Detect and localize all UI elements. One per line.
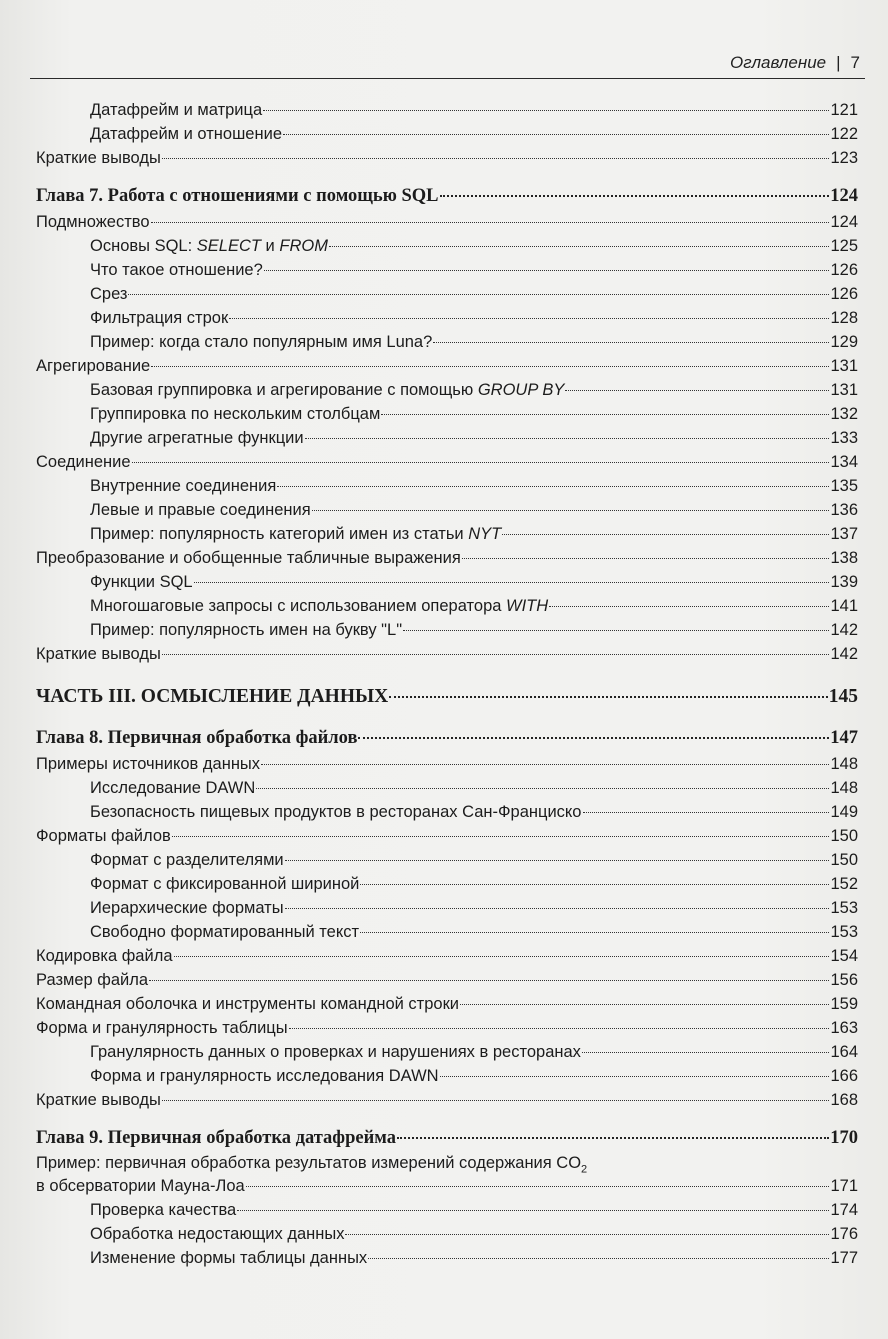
toc-page-number: 134 [830,453,858,471]
toc-entry-title [90,1198,236,1222]
toc-entry-text: Преобразование и обобщенные табличные выражения [36,549,461,567]
toc-page-number: 171 [830,1177,858,1195]
toc-section [36,824,858,848]
toc-entry-text: Краткие выводы [36,1091,161,1109]
toc-page-number: 148 [830,755,858,773]
toc-entry-title [90,570,193,594]
toc-chapter-heading [36,724,858,752]
toc-entry-title-continued: в обсерватории Мауна-Лоа [36,1177,245,1195]
toc-page-number: 141 [830,597,858,615]
toc-entry-title [90,1246,367,1270]
toc-page-number: 174 [830,1201,858,1219]
toc-page-number: 177 [830,1249,858,1267]
toc-page-number: 153 [830,923,858,941]
toc-entry-text: и [260,237,280,255]
toc-entry-title [90,234,328,258]
leader-dots [462,557,830,559]
toc-section [36,992,858,1016]
toc-entry-text: ЧАСТЬ III. ОСМЫСЛЕНИЕ ДАННЫХ [36,686,389,707]
leader-dots [360,931,829,933]
leader-dots [256,787,829,789]
toc-page-number: 125 [830,237,858,255]
toc-entry-title [36,1152,587,1174]
toc-entry-text: Соединение [36,453,131,471]
toc-entry-title [36,450,131,474]
toc-entry-title [90,776,255,800]
toc-entry-italic: GROUP BY [477,381,565,399]
toc-page-number: 124 [830,186,858,206]
leader-dots [151,365,829,367]
toc-page-number: 163 [830,1019,858,1037]
toc-section [36,210,858,234]
toc-chapter-heading [36,1124,858,1152]
toc-entry-title [90,330,432,354]
toc-entry-text: Примеры источников данных [36,755,261,773]
toc-entry-title [90,594,548,618]
toc-entry-italic: SELECT [196,237,261,255]
toc-page-number: 150 [830,827,858,845]
toc-subsection [36,474,858,498]
toc-subsection [36,1222,858,1246]
toc-entry-title [36,724,357,752]
toc-entry-title [36,546,461,570]
toc-entry-text: Пример: первичная обработка результатов измерений содержания CO [36,1154,582,1172]
leader-dots [440,1075,830,1077]
toc-subsection [36,1246,858,1270]
leader-dots [172,835,830,837]
toc-entry-text: Левые и правые соединения [90,501,311,519]
toc-entry-text: Пример: популярность имен на букву "L" [90,621,403,639]
toc-subsection [36,306,858,330]
toc-entry-text: Базовая группировка и агрегирование с помощью [90,381,478,399]
leader-dots [263,109,829,111]
toc-spacer [36,170,858,182]
toc-entry-title [90,122,282,146]
leader-dots [246,1185,830,1187]
toc-page-number: 136 [830,501,858,519]
toc-subsection [36,1040,858,1064]
toc-page-number: 142 [830,645,858,663]
toc-page-number: 142 [830,621,858,639]
toc-entry-text: Форматы файлов [36,827,171,845]
toc-entry-text: Краткие выводы [36,149,161,167]
toc-section [36,146,858,170]
toc-entry-text: Датафрейм и матрица [90,101,263,119]
toc-entry-title [36,182,439,210]
leader-dots [174,955,830,957]
toc-section [36,944,858,968]
toc-entry-title [90,1064,439,1088]
toc-entry-title [90,896,284,920]
toc-entry-title [36,944,173,968]
toc-entry-text: Глава 7. Работа с отношениями с помощью SQL [36,186,439,206]
leader-dots [128,293,829,295]
toc-chapter-heading [36,182,858,210]
toc-page-number: 128 [830,309,858,327]
toc-entry-text: Группировка по нескольким столбцам [90,405,381,423]
toc-entry-text: Проверка качества [90,1201,237,1219]
toc-entry-text: Изменение формы таблицы данных [90,1249,368,1267]
toc-section [36,1088,858,1112]
toc-part-heading [36,682,858,712]
toc-entry-title [36,968,148,992]
leader-dots [229,317,829,319]
toc-page-number: 126 [830,285,858,303]
toc-section [36,354,858,378]
leader-dots [162,157,830,159]
leader-dots [194,581,830,583]
toc-entry-title [90,402,380,426]
toc-entry-text: Свободно форматированный текст [90,923,360,941]
toc-page-number: 176 [830,1225,858,1243]
leader-dots [433,341,829,343]
toc-entry-subscript: 2 [581,1163,588,1176]
toc-page-number: 152 [830,875,858,893]
toc-subsection [36,1198,858,1222]
toc-entry-text: Формат с разделителями [90,851,284,869]
toc-page-number: 148 [830,779,858,797]
toc-page-number: 147 [830,728,858,748]
leader-dots [583,811,830,813]
leader-dots [582,1051,830,1053]
toc-subsection [36,872,858,896]
leader-dots [285,907,830,909]
toc-entry-text: Формат с фиксированной шириной [90,875,360,893]
toc-entry-title [90,282,127,306]
toc-section [36,1016,858,1040]
toc-entry-title [90,872,359,896]
toc-entry-italic: WITH [506,597,549,615]
toc-entry-line [36,1152,858,1174]
toc-entry-italic: NYT [468,525,502,543]
leader-dots [397,1136,829,1139]
leader-dots [389,695,828,698]
toc-page-number: 168 [830,1091,858,1109]
toc-page-number: 132 [830,405,858,423]
toc-page-number: 166 [830,1067,858,1085]
toc-entry-title [36,1016,288,1040]
toc-section [36,642,858,666]
header-rule [30,78,865,79]
toc-page-number: 126 [830,261,858,279]
leader-dots [264,269,830,271]
toc-subsection [36,258,858,282]
toc-subsection [36,1064,858,1088]
leader-dots [360,883,829,885]
toc-entry-text: Обработка недостающих данных [90,1225,345,1243]
leader-dots [358,736,829,739]
leader-dots [305,437,830,439]
toc-subsection [36,776,858,800]
toc-subsection [36,122,858,146]
toc-page-number: 145 [828,686,858,707]
toc-entry-title [36,682,388,712]
toc-subsection [36,920,858,944]
toc-entry-title [36,824,171,848]
toc-subsection [36,98,858,122]
toc-entry-text: Многошаговые запросы с использованием оператора [90,597,507,615]
leader-dots [151,221,830,223]
toc-page-number: 156 [830,971,858,989]
toc-entry-text: Другие агрегатные функции [90,429,304,447]
toc-entry-text: Внутренние соединения [90,477,277,495]
toc-subsection [36,594,858,618]
toc-entry-text: Форма и гранулярность таблицы [36,1019,288,1037]
running-head [690,50,860,76]
toc-entry-text: Функции SQL [90,573,193,591]
toc-entry-title [36,354,150,378]
toc-entry-title [90,1222,344,1246]
toc-entry-text: Форма и гранулярность исследования DAWN [90,1067,439,1085]
toc-subsection [36,426,858,450]
toc-page-number: 149 [830,803,858,821]
leader-dots [132,461,830,463]
toc-entry-text: Датафрейм и отношение [90,125,282,143]
leader-dots [440,194,830,197]
toc-spacer [36,1112,858,1124]
toc-entry-text: Глава 9. Первичная обработка датафрейма [36,1128,396,1148]
leader-dots [162,653,830,655]
toc-entry-italic: FROM [279,237,328,255]
toc-subsection [36,402,858,426]
toc-page-number: 123 [830,149,858,167]
toc-page-number: 170 [830,1128,858,1148]
toc-entry-text: Агрегирование [36,357,151,375]
toc-entry-title [36,642,161,666]
leader-dots [345,1233,829,1235]
toc-entry-title [90,98,262,122]
toc-entry-title [90,258,263,282]
toc-page-number: 164 [830,1043,858,1061]
toc-section [36,968,858,992]
leader-dots [237,1209,829,1211]
toc-entry [36,1174,858,1198]
toc-entry-text: Пример: когда стало популярным имя Luna? [90,333,433,351]
toc-page-number: 153 [830,899,858,917]
toc-page-number: 131 [830,357,858,375]
toc-subsection [36,570,858,594]
leader-dots [283,133,829,135]
leader-dots [289,1027,830,1029]
toc-entry-title [90,498,311,522]
leader-dots [329,245,830,247]
toc-subsection [36,522,858,546]
leader-dots [285,859,830,861]
page-number: 7 [850,53,860,72]
toc-entry-title [90,378,564,402]
toc-subsection [36,234,858,258]
leader-dots [368,1257,829,1259]
toc-section [36,546,858,570]
toc-page-number: 139 [830,573,858,591]
toc-entry-title [90,426,304,450]
running-head-separator: | [836,53,841,72]
leader-dots [549,605,829,607]
toc-subsection [36,282,858,306]
toc-page-number: 159 [830,995,858,1013]
toc-entry-title [36,992,459,1016]
toc-section [36,752,858,776]
toc-entry-title [36,146,161,170]
toc-entry-text: Гранулярность данных о проверках и нарушениях в ресторанах [90,1043,581,1061]
toc-entry-title [90,1040,581,1064]
toc-entry-text: Глава 8. Первичная обработка файлов [36,728,358,748]
toc-entry-title [36,752,260,776]
toc-page-number: 133 [830,429,858,447]
toc-page-number: 122 [830,125,858,143]
leader-dots [565,389,829,391]
running-head-title: Оглавление [730,53,827,72]
toc-entry-text: Командная оболочка и инструменты командной строки [36,995,460,1013]
toc-page-number: 129 [830,333,858,351]
toc-subsection [36,330,858,354]
leader-dots [312,509,830,511]
toc-subsection [36,896,858,920]
toc-entry-title [90,848,284,872]
toc-page-number: 154 [830,947,858,965]
leader-dots [381,413,829,415]
toc-entry-title [36,1088,161,1112]
leader-dots [460,1003,829,1005]
toc-entry-title [90,800,582,824]
toc-page-number: 138 [830,549,858,567]
toc-entry-title [90,474,276,498]
leader-dots [261,763,829,765]
toc-entry-title [90,618,402,642]
toc-entry-text: Пример: популярность категорий имен из статьи [90,525,469,543]
toc-entry-text: Срез [90,285,128,303]
toc-entry-text: Исследование DAWN [90,779,256,797]
toc-spacer [36,666,858,682]
toc-entry-text: Подмножество [36,213,150,231]
toc-subsection [36,800,858,824]
leader-dots [162,1099,830,1101]
toc-entry-text: Иерархические форматы [90,899,284,917]
toc-subsection [36,848,858,872]
toc-entry-title [36,210,150,234]
toc-entry-text: Краткие выводы [36,645,161,663]
leader-dots [403,629,829,631]
toc-page-number: 137 [830,525,858,543]
toc-spacer [36,712,858,724]
toc-entry-title [90,306,228,330]
leader-dots [149,979,829,981]
toc-page-number: 124 [830,213,858,231]
toc-entry-title [90,920,359,944]
toc-subsection [36,498,858,522]
toc-entry-title [36,1124,396,1152]
toc-entry-title [90,522,501,546]
toc-entry-text: Что такое отношение? [90,261,263,279]
toc-entry-text: Размер файла [36,971,149,989]
toc-page-number: 135 [830,477,858,495]
toc-page-number: 150 [830,851,858,869]
toc-entry-text: Безопасность пищевых продуктов в ресторанах Сан-Франциско [90,803,582,821]
table-of-contents [36,98,858,1270]
toc-section [36,450,858,474]
toc-subsection [36,378,858,402]
toc-entry-text: Кодировка файла [36,947,173,965]
toc-page-number: 131 [830,381,858,399]
toc-entry-text: Основы SQL: [90,237,197,255]
leader-dots [502,533,829,535]
toc-entry-text: Фильтрация строк [90,309,229,327]
leader-dots [277,485,829,487]
toc-page-number: 121 [830,101,858,119]
toc-subsection [36,618,858,642]
